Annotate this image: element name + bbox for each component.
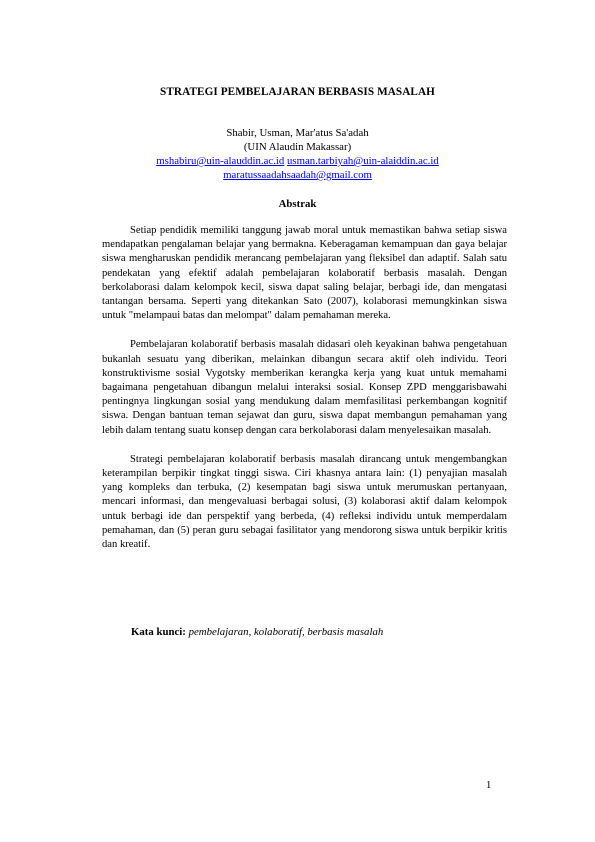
author-affiliation: (UIN Alaudin Makassar) xyxy=(243,141,352,153)
abstract-heading: Abstrak xyxy=(278,198,317,210)
abstract-body xyxy=(102,224,507,567)
email-link-3[interactable]: maratussaadahsaadah@gmail.com xyxy=(223,169,372,181)
author-names: Shabir, Usman, Mar'atus Sa'adah xyxy=(226,127,369,139)
author-block xyxy=(0,126,595,182)
page-number: 1 xyxy=(486,780,492,791)
keywords-label: Kata kunci: xyxy=(131,626,186,638)
keywords-line xyxy=(131,626,511,638)
email-link-2[interactable]: usman.tarbiyah@uin-alaiddin.ac.id xyxy=(287,155,439,167)
email-link-1[interactable]: mshabiru@uin-alauddin.ac.id xyxy=(156,155,285,167)
abstract-paragraph: Setiap pendidik memiliki tanggung jawab moral untuk memastikan bahwa setiap siswa mendapatkan pengalaman belajar yang bermakna. Keberagaman kemampuan dan gaya belajar siswa mengharuskan pendidik merancang pembelajaran yang fleksibel dan adaptif. Salah satu pendekatan yang efektif adalah pembelajaran kolaboratif berbasis masalah. Dengan berkolaborasi dalam kelompok kecil, siswa dapat saling belajar, berbagi ide, dan mengatasi tantangan bersama. Seperti yang ditekankan Sato (2007), kolaborasi memungkinkan siswa untuk "melampaui batas dan melompat" dalam pemahaman mereka. xyxy=(102,225,507,322)
author-emails-line-2 xyxy=(0,168,595,182)
keywords-value: pembelajaran, kolaboratif, berbasis masalah xyxy=(188,626,384,638)
abstract-paragraph: Strategi pembelajaran kolaboratif berbasis masalah dirancang untuk mengembangkan keterampilan berpikir tingkat tinggi siswa. Ciri khasnya antara lain: (1) penyajian masalah yang kompleks dan terbuka, (2) kesempatan bagi siswa untuk merumuskan pertanyaan, mencari informasi, dan mengevaluasi berbagai solusi, (3) kolaborasi aktif dalam kelompok untuk berbagi ide dan perspektif yang berbeda, (4) refleksi individu untuk memperdalam pemahaman, dan (5) peran guru sebagai fasilitator yang mendorong siswa untuk berpikir kritis dan kreatif. xyxy=(102,453,507,551)
author-emails-line xyxy=(0,154,595,168)
paper-title: STRATEGI PEMBELAJARAN BERBASIS MASALAH xyxy=(160,86,435,98)
abstract-paragraph: Pembelajaran kolaboratif berbasis masalah didasari oleh keyakinan bahwa pengetahuan bukanlah sesuatu yang diberikan, melainkan dibangun secara aktif oleh individu. Teori konstruktivisme sosial Vygotsky memberikan kerangka kerja yang kuat untuk memahami bagaimana pengetahuan dibangun melalui interaksi sosial. Konsep ZPD menggarisbawahi pentingnya lingkungan sosial yang mendukung dalam memfasilitasi perkembangan kognitif siswa. Dengan bantuan teman sejawat dan guru, siswa dapat membangun pemahaman yang lebih dalam tentang suatu konsep dengan cara berkolaborasi dalam menyelesaikan masalah. xyxy=(102,339,507,436)
